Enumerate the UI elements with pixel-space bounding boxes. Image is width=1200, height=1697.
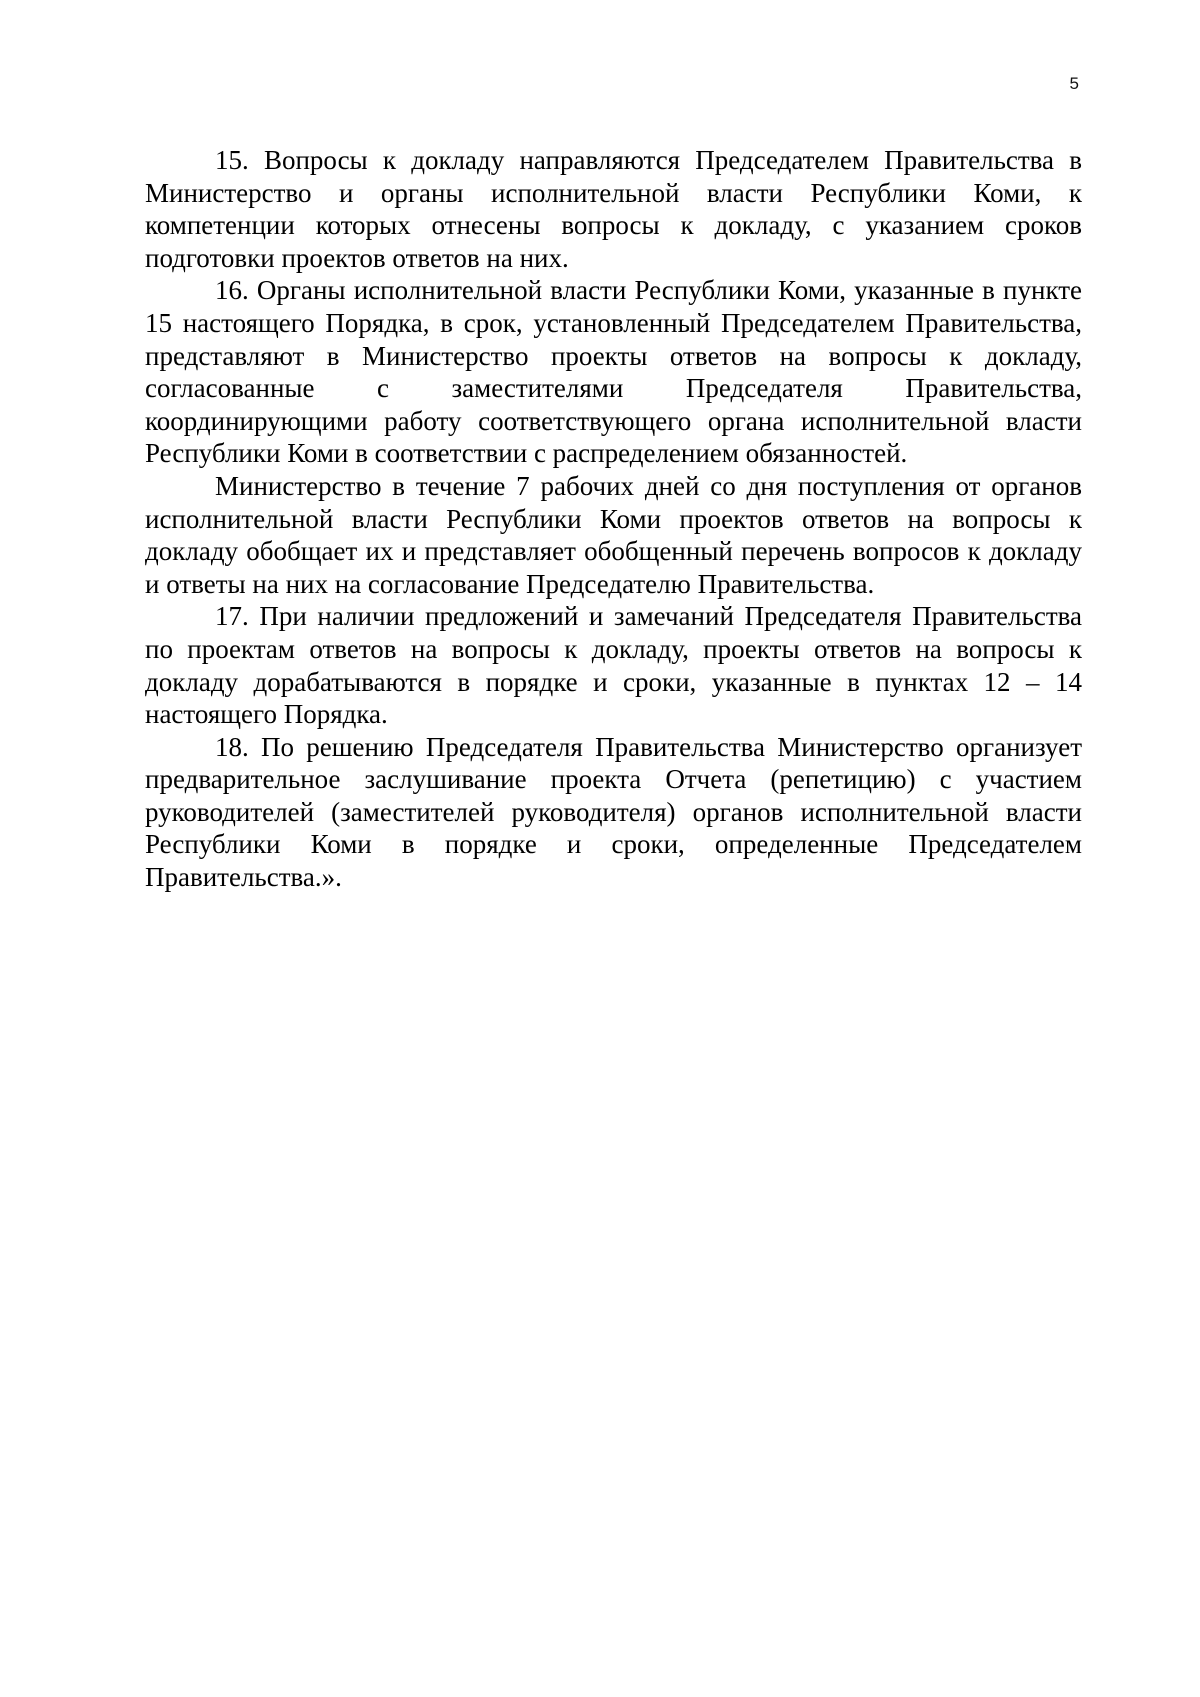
- page-number: 5: [1069, 74, 1079, 93]
- paragraph-16: 16. Органы исполнительной власти Республики Коми, указанные в пункте 15 настоящего Порядка, в срок, установленный Председателем Правительства, представляют в Министерство проекты ответов на вопросы к докладу, согласованные с заместителями Председателя Правительства, координирующими работу соответствующего органа исполнительной власти Республики Коми в соответствии с распределением обязанностей.: [145, 275, 1082, 469]
- paragraph-18: 18. По решению Председателя Правительства Министерство организует предварительное заслушивание проекта Отчета (репетицию) с участием руководителей (заместителей руководителя) органов исполнительной власти Республики Коми в порядке и сроки, определенные Председателем Правительства.».: [145, 731, 1082, 893]
- paragraph-15: 15. Вопросы к докладу направляются Председателем Правительства в Министерство и органы исполнительной власти Республики Коми, к компетенции которых отнесены вопросы к докладу, с указанием сроков подготовки проектов ответов на них.: [145, 145, 1082, 273]
- paragraph-17: 17. При наличии предложений и замечаний Председателя Правительства по проектам ответов на вопросы к докладу, проекты ответов на вопросы к докладу дорабатываются в порядке и сроки, указанные в пунктах 12 – 14 настоящего Порядка.: [145, 601, 1082, 730]
- document-body: [145, 144, 1082, 894]
- paragraph-16-ministry: Министерство в течение 7 рабочих дней со дня поступления от органов исполнительной власти Республики Коми проектов ответов на вопросы к докладу обобщает их и представляет обобщенный перечень вопросов к докладу и ответы на них на согласование Председателю Правительства.: [145, 470, 1082, 599]
